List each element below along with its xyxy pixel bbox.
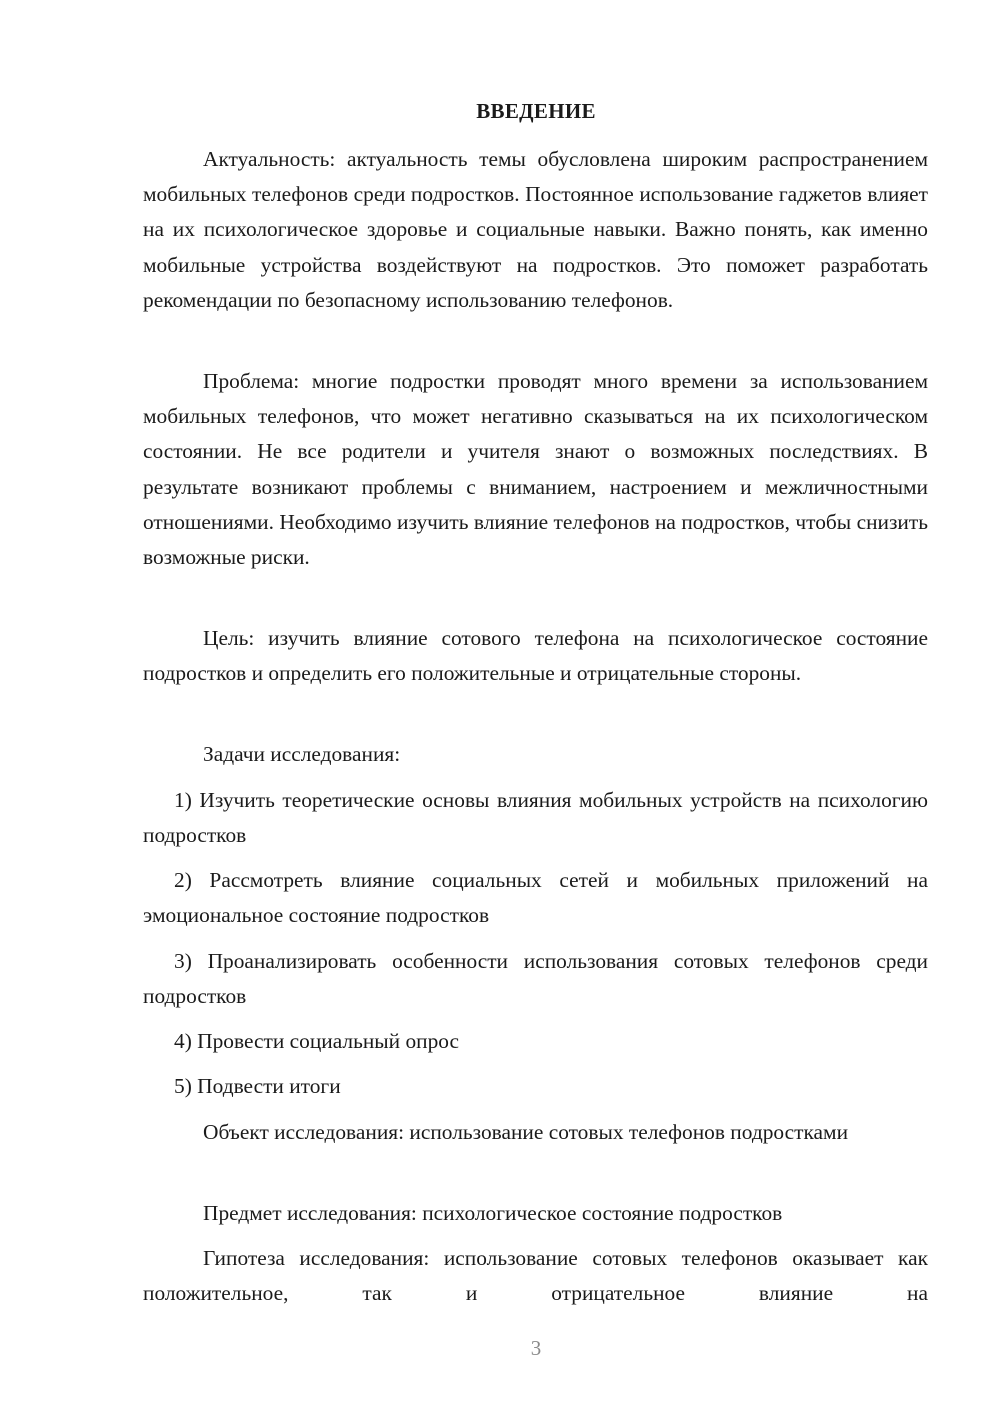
paragraph-goal: Цель: изучить влияние сотового телефона на психологическое состояние подростков и определить его положительные и отрицательные стороны. [143, 626, 928, 686]
paragraph-problem: Проблема: многие подростки проводят много времени за использованием мобильных телефонов, что может негативно сказываться на их психологическом состоянии. Не все родители и учителя знают о возможных последствиях. В результате возникают проблемы с вниманием, настроением и межличностными отношениями. Необходимо изучить влияние телефонов на подростков, чтобы снизить возможные риски. [143, 369, 928, 570]
task-item-3: 3) Проанализировать особенности использования сотовых телефонов среди подростков [143, 949, 928, 1009]
task-item-4: 4) Провести социальный опрос [174, 1029, 460, 1053]
page-number: 3 [530, 1336, 542, 1360]
section-heading: ВВЕДЕНИЕ [476, 99, 596, 123]
task-item-1: 1) Изучить теоретические основы влияния мобильных устройств на психологию подростков [143, 788, 928, 848]
paragraph-hypothesis: Гипотеза исследования: использование сотовых телефонов оказывает как положительное, так и отрицательное влияние на [143, 1246, 928, 1306]
paragraph-subject: Предмет исследования: психологическое состояние подростков [203, 1201, 783, 1225]
paragraph-object: Объект исследования: использование сотовых телефонов подростками [203, 1120, 849, 1144]
task-item-2: 2) Рассмотреть влияние социальных сетей и мобильных приложений на эмоциональное состояние подростков [143, 868, 928, 928]
tasks-title: Задачи исследования: [203, 742, 401, 766]
task-item-5: 5) Подвести итоги [174, 1074, 341, 1098]
paragraph-relevance: Актуальность: актуальность темы обусловлена широким распространением мобильных телефонов среди подростков. Постоянное использование гаджетов влияет на их психологическое здоровье и социальные навыки. Важно понять, как именно мобильные устройства воздействуют на подростков. Это поможет разработать рекомендации по безопасному использованию телефонов. [143, 147, 928, 312]
